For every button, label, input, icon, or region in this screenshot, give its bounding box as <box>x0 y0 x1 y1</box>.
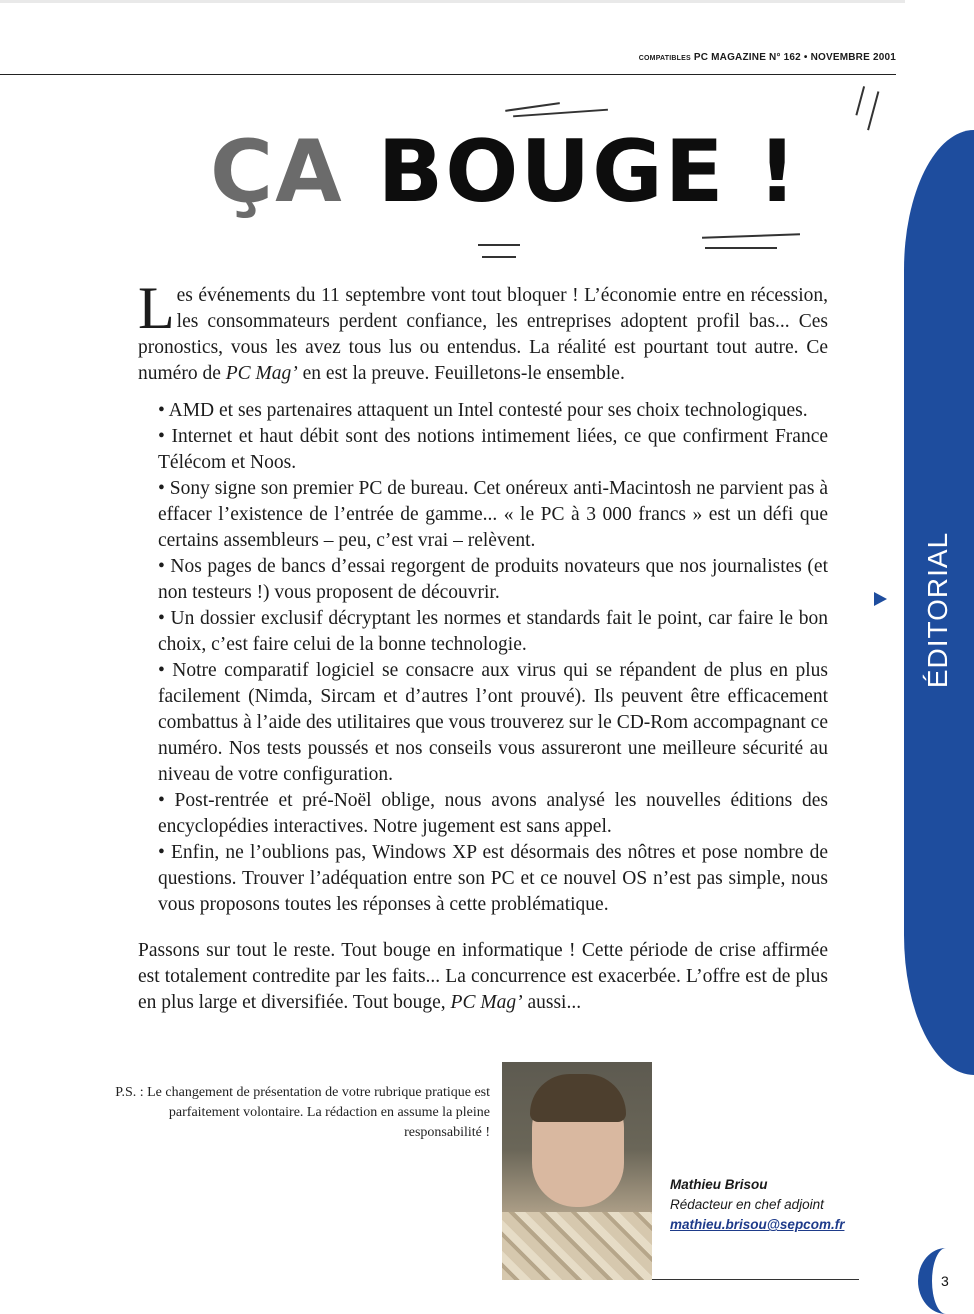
postscript: P.S. : Le changement de présentation de votre rubrique pratique est parfaitement volontaire. La rédaction en assume la pleine responsabilité ! <box>115 1085 490 1140</box>
author-name: Mathieu Brisou <box>670 1177 768 1192</box>
title-stroke <box>867 91 879 130</box>
bullet-item: • Enfin, ne l’oublions pas, Windows XP est désormais des nôtres et pose nombre de questions. Trouver l’adéquation entre son PC et ce nouvel OS n’est pas simple, nous vous proposons toutes les réponses à cette problématique. <box>158 842 828 915</box>
triangle-arrow-icon <box>874 592 887 606</box>
page-number-text: 3 <box>941 1273 949 1289</box>
page-header <box>0 52 896 75</box>
closing-text-b: aussi... <box>522 992 582 1013</box>
header-issue: PC MAGAZINE N° 162 • NOVEMBRE 2001 <box>693 52 896 63</box>
title-stroke <box>513 109 608 117</box>
bullet-item: • Notre comparatif logiciel se consacre aux virus qui se répandent de plus en plus facilement (Nimda, Sircam et d’autres l’ont prouvé). Ils peuvent être efficacement combattus à l’aide des utilitaires que vous trouverez sur le CD-Rom accompagnant ce numéro. Nos tests poussés et nos conseils vous assureront une meilleure sécurité au niveau de votre configuration. <box>158 660 828 785</box>
title-part-1: ÇA <box>210 122 344 222</box>
bullet-item: • Nos pages de bancs d’essai regorgent de produits novateurs que nos journalistes (et non testeurs !) vous proposent de découvrir. <box>158 556 828 603</box>
drop-cap: L <box>138 275 175 341</box>
title-stroke <box>855 86 864 115</box>
title-stroke <box>482 256 516 258</box>
closing-text-a: Passons sur tout le reste. Tout bouge en informatique ! Cette période de crise affirmée est totalement contredite par les faits... La concurrence est exacerbée. L’offre est de plus en plus large et diversifiée. Tout bouge, <box>138 940 828 1013</box>
section-tab-label: ÉDITORIAL <box>922 531 953 689</box>
bullet-item: • Internet et haut débit sont des notions intimement liées, ce que confirment France Télécom et Noos. <box>158 426 828 473</box>
section-tab-label-box <box>912 530 964 690</box>
caption-divider <box>652 1279 859 1280</box>
author-role: Rédacteur en chef adjoint <box>670 1197 824 1212</box>
closing-paragraph <box>138 938 828 1016</box>
author-hair <box>530 1074 626 1122</box>
bullet-item: • AMD et ses partenaires attaquent un Intel contesté pour ses choix technologiques. <box>158 400 808 421</box>
header-text <box>639 52 896 63</box>
title-stroke <box>705 247 777 249</box>
title-part-2: BOUGE ! <box>377 122 799 222</box>
title-stroke <box>505 102 560 111</box>
author-sweater <box>502 1212 652 1280</box>
page-title <box>210 122 799 242</box>
header-prefix: COMPATIBLES <box>638 55 691 62</box>
intro-paragraph <box>138 275 828 387</box>
bullet-item: • Post-rentrée et pré-Noël oblige, nous avons analysé les nouvelles éditions des encyclopédies interactives. Notre jugement est sans appel. <box>158 790 828 837</box>
author-email-link[interactable]: mathieu.brisou@sepcom.fr <box>670 1217 845 1232</box>
author-caption <box>670 1175 844 1235</box>
bullet-list <box>138 398 828 918</box>
intro-text-b: en est la preuve. Feuilletons-le ensemble. <box>297 363 625 384</box>
closing-mag-name: PC Mag’ <box>450 992 523 1013</box>
page-number <box>931 1266 957 1296</box>
intro-mag-name: PC Mag’ <box>225 363 298 384</box>
author-photo <box>502 1062 652 1280</box>
intro-text-a: es événements du 11 septembre vont tout bloquer ! L’économie entre en récession, les consommateurs perdent confiance, les entreprises adoptent profil bas... Ces pronostics, vous les avez tous lus ou entendus. La réalité est pourtant tout autre. Ce numéro de <box>138 285 828 384</box>
title-stroke <box>478 244 520 246</box>
editorial-body <box>138 275 828 1016</box>
bullet-item: • Un dossier exclusif décryptant les normes et standards fait le point, car faire le bon choix, c’est faire celui de la bonne technologie. <box>158 608 828 655</box>
bullet-item: • Sony signe son premier PC de bureau. Cet onéreux anti-Macintosh ne parvient pas à effacer l’existence de l’entrée de gamme... « le PC à 3 000 francs » est un défi que certains assembleurs – peu, c’est vrai – relèvent. <box>158 478 828 551</box>
top-scan-rule <box>0 0 905 3</box>
